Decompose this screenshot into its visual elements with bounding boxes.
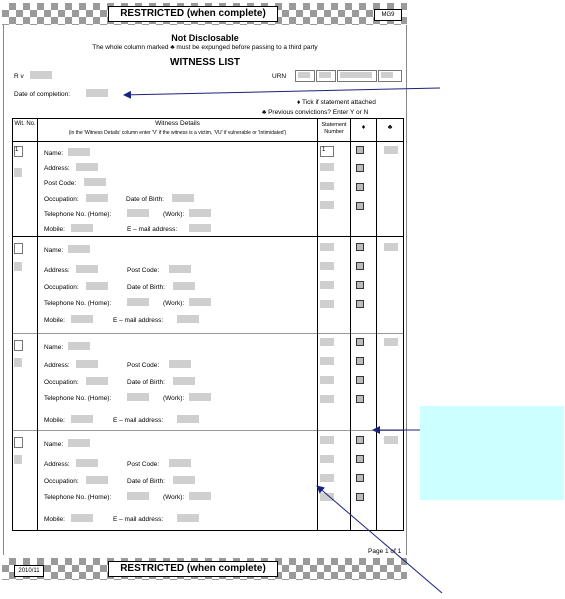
row1-mobile-label: Mobile: bbox=[44, 226, 65, 233]
row3-name-label: Name: bbox=[44, 344, 64, 351]
row1-dob-label: Date of Birth: bbox=[126, 196, 164, 203]
row1-name-label: Name: bbox=[44, 150, 64, 157]
row2-address-label: Address: bbox=[44, 267, 70, 274]
col-header-tick: ♦ bbox=[361, 124, 366, 131]
row4-postcode-label: Post Code: bbox=[127, 461, 160, 468]
row1-occupation-label: Occupation: bbox=[44, 196, 79, 203]
row2-mobile-label: Mobile: bbox=[44, 317, 65, 324]
row2-postcode-label: Post Code: bbox=[127, 267, 160, 274]
col-header-conv: ♣ bbox=[387, 124, 393, 131]
row3-postcode-label: Post Code: bbox=[127, 362, 160, 369]
row3-occupation-label: Occupation: bbox=[44, 379, 79, 386]
row3-mobile-label: Mobile: bbox=[44, 417, 65, 424]
legend-statement-attached: ♦ Tick if statement attached bbox=[297, 99, 376, 106]
row1-address-label: Address: bbox=[44, 165, 70, 172]
row2-name-label: Name: bbox=[44, 247, 64, 254]
row2-email-label: E – mail address: bbox=[113, 317, 164, 324]
row3-work-label: (Work): bbox=[163, 395, 185, 402]
arrow-witness-details bbox=[317, 486, 442, 593]
col-header-details-sub: (in the 'Witness Details' column enter 'V' if the witness is a victim, 'VU' if vulnerable or 'Intimidated') bbox=[68, 130, 287, 136]
row3-tel-home-label: Telephone No. (Home): bbox=[44, 395, 112, 402]
row4-dob-label: Date of Birth: bbox=[127, 478, 165, 485]
row1-postcode-label: Post Code: bbox=[44, 180, 77, 187]
row1-work-label: (Work): bbox=[163, 211, 185, 218]
row1-wit-no-value: 1 bbox=[15, 147, 19, 153]
row4-mobile-label: Mobile: bbox=[44, 516, 65, 523]
row4-occupation-label: Occupation: bbox=[44, 478, 79, 485]
r-v-label: R v bbox=[14, 73, 24, 80]
row4-name-label: Name: bbox=[44, 441, 64, 448]
col-header-statement: Statement Number bbox=[321, 122, 347, 135]
row1-statement-number-value: 1 bbox=[322, 147, 326, 153]
col-header-wit-no: Wit. No. bbox=[14, 121, 36, 127]
top-restricted-banner: RESTRICTED (when complete) bbox=[108, 6, 278, 22]
row3-address-label: Address: bbox=[44, 362, 70, 369]
bottom-restricted-banner: RESTRICTED (when complete) bbox=[108, 561, 278, 577]
arrow-date-of-completion bbox=[124, 88, 440, 95]
form-code: MG9 bbox=[374, 9, 402, 21]
row3-email-label: E – mail address: bbox=[113, 417, 164, 424]
row2-dob-label: Date of Birth: bbox=[127, 284, 165, 291]
row4-address-label: Address: bbox=[44, 461, 70, 468]
row2-occupation-label: Occupation: bbox=[44, 284, 79, 291]
page-number: Page 1 of 1 bbox=[368, 548, 402, 555]
form-version: 2010/11 bbox=[14, 565, 44, 577]
row3-dob-label: Date of Birth: bbox=[127, 379, 165, 386]
row1-tel-home-label: Telephone No. (Home): bbox=[44, 211, 112, 218]
date-of-completion-label: Date of completion: bbox=[14, 91, 71, 98]
row2-work-label: (Work): bbox=[163, 300, 185, 307]
page-title: WITNESS LIST bbox=[170, 57, 240, 68]
row4-tel-home-label: Telephone No. (Home): bbox=[44, 494, 112, 501]
row1-email-label: E – mail address: bbox=[127, 226, 178, 233]
expunge-note: The whole column marked ♣ must be expunged before passing to a third party bbox=[92, 44, 318, 51]
urn-label: URN bbox=[272, 73, 287, 80]
row4-work-label: (Work): bbox=[163, 494, 185, 501]
legend-previous-convictions: ♣ Previous convictions? Enter Y or N bbox=[262, 109, 369, 116]
not-disclosable-heading: Not Disclosable bbox=[171, 33, 239, 43]
row2-tel-home-label: Telephone No. (Home): bbox=[44, 300, 112, 307]
col-header-details: Witness Details bbox=[155, 120, 200, 127]
row4-email-label: E – mail address: bbox=[113, 516, 164, 523]
